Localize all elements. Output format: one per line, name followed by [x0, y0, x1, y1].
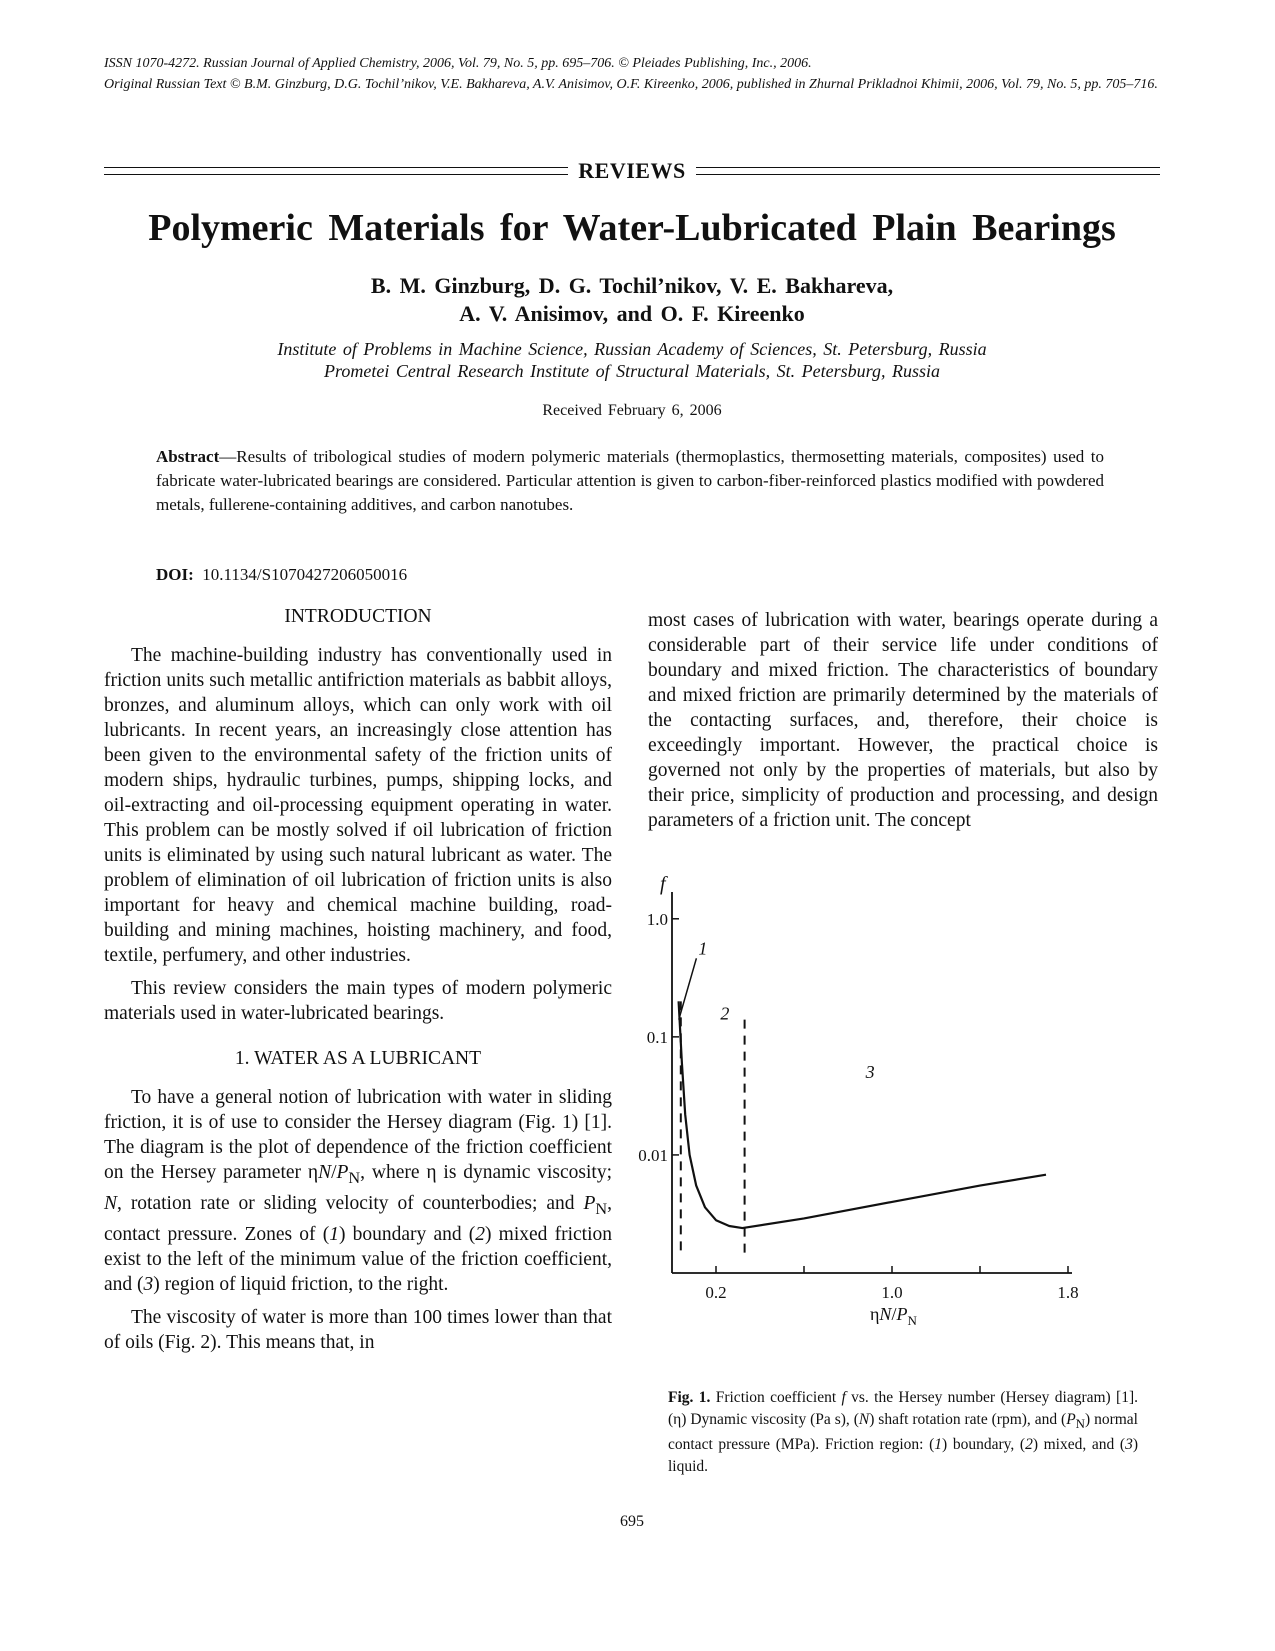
y-axis-label: f	[660, 873, 666, 895]
x-axis-label: $\eta N/P_N$	[870, 1304, 917, 1328]
section1-paragraph-1: To have a general notion of lubrication with water in sliding friction, it is of use to consider the Hersey diagram (Fig. 1) [1]. The diagram is the plot of dependence of the friction coefficient on the Hersey parameter $\eta N/P_N$, where η is dynamic viscosity; N, rotation rate or sliding velocity of counterbodies; and $P_N$, contact pressure. Zones of (1) boundary and (2) mixed friction exist to the left of the minimum value of the friction coefficient, and (3) region of liquid friction, to the right.	[104, 1087, 612, 1295]
section1-paragraph-2: The viscosity of water is more than 100 times lower than that of oils (Fig. 2). This means that, in	[104, 1306, 612, 1353]
region-label-2: 2	[720, 1003, 730, 1024]
abstract-label: Abstract	[156, 447, 220, 466]
right-column-paragraph: most cases of lubrication with water, bearings operate during a considerable part of their service life under conditions of boundary and mixed friction. The characteristics of boundary and mixed friction are primarily determined by the materials of the contacting surfaces, and, therefore, their choice is exceedingly important. However, the practical choice is governed not only by the properties of materials, but also by their price, simplicity of production and processing, and design parameters of a friction unit. The concept	[648, 610, 1158, 831]
section-label: REVIEWS	[578, 158, 686, 183]
right-column	[648, 608, 1158, 833]
region-label-3: 3	[865, 1061, 875, 1082]
hersey-curve	[679, 1001, 1046, 1228]
region-label-1: 1	[698, 938, 708, 959]
figure-caption: Fig. 1. Friction coefficient f vs. the Hersey number (Hersey diagram) [1]. (η) Dynamic viscosity (Pa s), (N) shaft rotation rate (rpm), and $(P_N)$ normal contact pressure (MPa). Friction region: (1) boundary, (2) mixed, and (3) liquid.	[668, 1389, 1139, 1475]
authors-line2: A. V. Anisimov, and O. F. Kireenko	[459, 301, 805, 326]
abstract-text: —Results of tribological studies of modern polymeric materials (thermoplastics, thermosetting materials, composites) used to fabricate water-lubricated bearings are considered. Particular attention is given to carbon-fiber-reinforced plastics modified with powdered metals, fullerene-containing additives, and carbon nanotubes.	[156, 447, 1104, 514]
section1-heading: 1. WATER AS A LUBRICANT	[234, 1048, 482, 1069]
doi-label: DOI:	[156, 565, 194, 584]
affiliation-2: Prometei Central Research Institute of Structural Materials, St. Petersburg, Russia	[324, 361, 940, 381]
journal-header	[104, 53, 1160, 95]
authors	[104, 272, 1160, 328]
y-tick-label-2: 0.01	[638, 1145, 668, 1165]
received-date: Received February 6, 2006	[542, 402, 722, 419]
intro-paragraph-2: This review considers the main types of modern polymeric materials used in water-lubricated bearings.	[104, 978, 612, 1024]
y-tick-label-0: 1.0	[646, 909, 668, 929]
region-1-leader-line	[679, 958, 697, 1019]
intro-heading: INTRODUCTION	[284, 606, 432, 627]
chart-plot-area	[638, 873, 1078, 1328]
intro-paragraph-1: The machine-building industry has conventionally used in friction units such metallic antifriction materials as babbit alloys, bronzes, and aluminum alloys, which can only work with oil lubricants. In recent years, an increasingly close attention has been given to the environmental safety of the friction units of modern ships, hydraulic turbines, pumps, shipping locks, and oil-extracting and oil-processing equipment operating in water. This problem can be mostly solved if oil lubrication of friction units is eliminated by using such natural lubricant as water. The problem of elimination of oil lubrication of friction units is also important for heavy and chemical machine building, road-building and mining machines, hoisting machinery, and food, textile, perfumery, and other industries.	[104, 645, 612, 966]
x-tick-label-1: 1.0	[881, 1283, 903, 1302]
affiliations	[104, 338, 1160, 382]
doi-value[interactable]: 10.1134/S1070427206050016	[202, 565, 408, 584]
x-tick-label-0: 0.2	[705, 1283, 727, 1302]
article-title: Polymeric Materials for Water-Lubricated Plain Bearings	[148, 207, 1116, 249]
journal-header-line2: Original Russian Text © B.M. Ginzburg, D.G. Tochil’nikov, V.E. Bakhareva, A.V. Anisimov, O.F. Kireenko, 2006, published in Zhurnal Prikladnoi Khimii, 2006, Vol. 79, No. 5, pp. 705–716.	[104, 77, 1158, 92]
x-tick-label-2: 1.8	[1057, 1283, 1079, 1302]
affiliation-1: Institute of Problems in Machine Science, Russian Academy of Sciences, St. Petersburg, Russia	[277, 339, 987, 359]
page-number: 695	[620, 1513, 644, 1530]
banner-rule-right	[696, 167, 1160, 175]
hersey-diagram-chart	[638, 873, 1160, 1378]
left-column	[104, 604, 612, 1355]
authors-line1: B. M. Ginzburg, D. G. Tochil’nikov, V. E. Bakhareva,	[370, 273, 894, 298]
doi	[156, 565, 407, 585]
journal-header-line1: ISSN 1070-4272. Russian Journal of Applied Chemistry, 2006, Vol. 79, No. 5, pp. 695–706. © Pleiades Publishing, Inc., 2006.	[104, 56, 812, 71]
y-tick-label-1: 0.1	[646, 1027, 668, 1047]
banner-rule-left	[104, 167, 568, 175]
abstract	[156, 445, 1104, 517]
section-banner	[104, 154, 1160, 188]
